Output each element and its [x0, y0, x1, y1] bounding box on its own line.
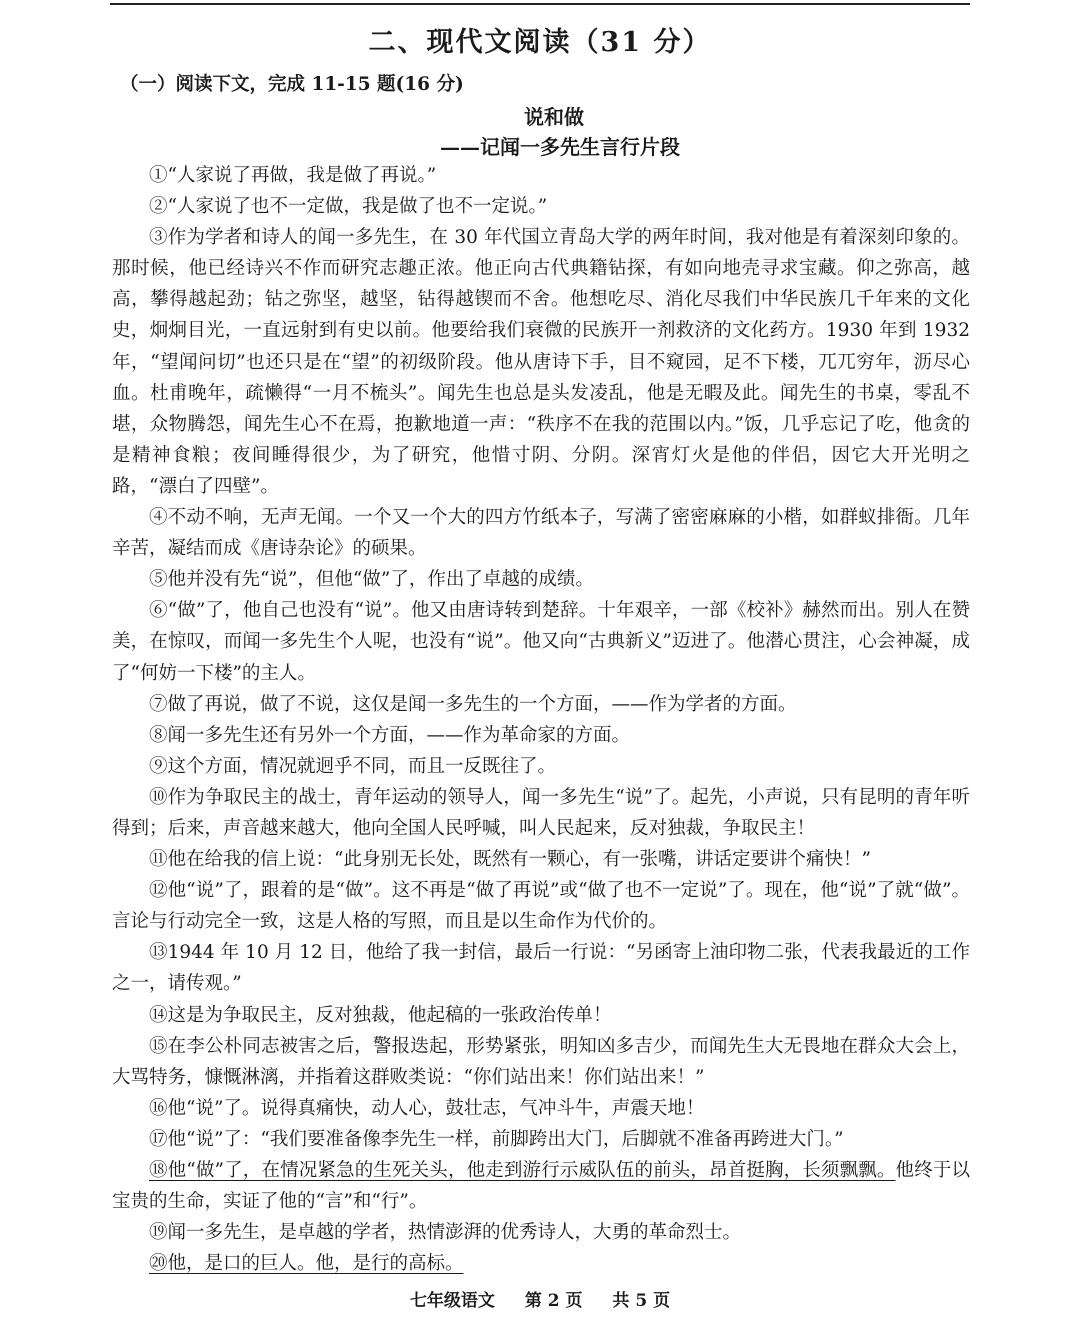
- article-title: 说和做: [524, 105, 584, 129]
- article-subtitle: ——记闻一多先生言行片段: [440, 135, 680, 159]
- paragraph-1: ①“人家说了再做，我是做了再说。”: [149, 165, 437, 186]
- paragraph-5: ⑤他并没有先“说”，但他“做”了，作出了卓越的成绩。: [149, 569, 594, 591]
- paragraph-19: ⑲闻一多先生，是卓越的学者，热情澎湃的优秀诗人，大勇的革命烈士。: [149, 1222, 742, 1244]
- paragraph-6: ⑥“做”了，他自己也没有“说”。他又由唐诗转到楚辞。十年艰辛，一部《校补》赫然而出。别人在赞美，在惊叹，而闻一多先生个人呢，也没有“说”。他又向“古典新义”迈进了。他潜心贯注，心会神凝，成了“何妨一下楼”的主人。: [112, 600, 970, 684]
- section-title: 二、现代文阅读（31 分）: [368, 27, 712, 58]
- paragraph-13: ⑬1944 年 10 月 12 日，他给了我一封信，最后一行说：“另函寄上油印物二张，代表我最近的工作之一，请传观。”: [112, 942, 970, 995]
- paragraph-3: ③作为学者和诗人的闻一多先生，在 30 年代国立青岛大学的两年时间，我对他是有着深刻印象的。那时候，他已经诗兴不作而研究志趣正浓。他正向古代典籍钻探，有如向地壳寻求宝藏。仰之弥高，越高，攀得越起劲；钻之弥坚，越坚，钻得越锲而不舍。他想吃尽、消化尽我们中华民族几千年来的文化史，炯炯目光，一直远射到有史以前。他要给我们衰微的民族开一剂救济的文化药方。1930 年到 1932 年，“望闻问切”也还只是在“望”的初级阶段。他从唐诗下手，目不窥园，足不下楼，兀兀穷年，沥尽心血。杜甫晚年，疏懒得“一月不梳头”。闻先生也总是头发凌乱，他是无暇及此。闻先生的书桌，零乱不堪，众物腾怨，闻先生心不在焉，抱歉地道一声：“秩序不在我的范围以内。”饭，几乎忘记了吃，他贪的是精神食粮；夜间睡得很少，为了研究，他惜寸阴、分阴。深宵灯火是他的伴侣，因它大开光明之路，“漂白了四壁”。: [112, 227, 970, 497]
- instruction: （一）阅读下文，完成 11-15 题(16 分): [120, 74, 464, 95]
- paragraph-2: ②“人家说了也不一定做，我是做了也不一定说。”: [149, 196, 548, 218]
- paragraph-7: ⑦做了再说，做了不说，这仅是闻一多先生的一个方面，——作为学者的方面。: [149, 693, 797, 715]
- paragraph-8: ⑧闻一多先生还有另外一个方面，——作为革命家的方面。: [149, 724, 631, 746]
- paragraph-15: ⑮在李公朴同志被害之后，警报迭起，形势紧张，明知凶多吉少，而闻先生大无畏地在群众大会上，大骂特务，慷慨淋漓，并指着这群败类说：“你们站出来！你们站出来！”: [112, 1035, 970, 1088]
- footer-total: 共 5 页: [612, 1291, 671, 1311]
- footer-page: 第 2 页: [524, 1291, 583, 1311]
- paragraph-14: ⑭这是为争取民主，反对独裁，他起稿的一张政治传单！: [149, 1004, 612, 1026]
- paragraph-10: ⑩作为争取民主的战士，青年运动的领导人，闻一多先生“说”了。起先，小声说，只有昆明的青年听得到；后来，声音越来越大，他向全国人民呼喊，叫人民起来，反对独裁，争取民主！: [112, 786, 970, 839]
- paragraph-20: [112, 1248, 970, 1279]
- paragraph-18-underlined: ⑱他“做”了，在情况紧急的生死关头，他走到游行示威队伍的前头，昂首挺胸，长须飘飘。: [149, 1160, 896, 1181]
- paragraph-9: ⑨这个方面，情况就迥乎不同，而且一反既往了。: [149, 755, 557, 777]
- top-rule: [110, 3, 970, 5]
- paragraph-18: [112, 1155, 970, 1217]
- footer-subject: 七年级语文: [409, 1291, 495, 1311]
- paragraph-17: ⑰他“说”了：“我们要准备像李先生一样，前脚跨出大门，后脚就不准备再跨进大门。”: [149, 1128, 844, 1150]
- paragraph-20-underlined: ⑳他，是口的巨人。他，是行的高标。: [149, 1253, 464, 1275]
- paragraph-11: ⑪他在给我的信上说：“此身别无长处，既然有一颗心，有一张嘴，讲话定要讲个痛快！”: [149, 849, 871, 871]
- article-body: [112, 160, 970, 1279]
- paragraph-12: ⑫他“说”了，跟着的是“做”。这不再是“做了再说”或“做了也不一定说”了。现在，他“说”了就“做”。言论与行动完全一致，这是人格的写照，而且是以生命作为代价的。: [112, 880, 970, 933]
- paragraph-4: ④不动不响，无声无闻。一个又一个大的四方竹纸本子，写满了密密麻麻的小楷，如群蚁排衙。几年辛苦，凝结而成《唐诗杂论》的硕果。: [112, 507, 970, 560]
- paragraph-16: ⑯他“说”了。说得真痛快，动人心，鼓壮志，气冲斗牛，声震天地！: [149, 1097, 705, 1119]
- page-footer: [0, 1286, 1080, 1311]
- paragraph-18-rest: 他终于以宝贵的生命，实证了他的“言”和“行”。: [112, 1160, 970, 1213]
